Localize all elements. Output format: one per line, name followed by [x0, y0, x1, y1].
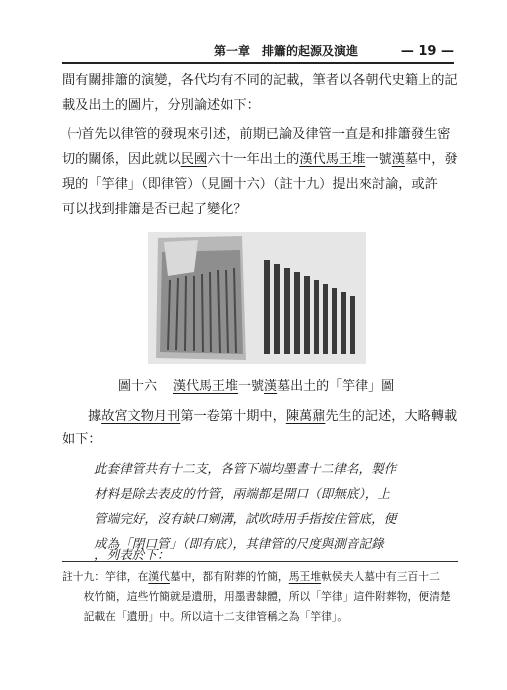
figure-number: 圖十六: [118, 379, 158, 394]
quote-line-4: 成為「閉口管」（即有底），其律管的尺度與測音記錄: [94, 536, 384, 551]
text-segment: 先生的記述，大略轉載: [325, 409, 458, 424]
body-line-1: 間有關排簫的演變，各代均有不同的記載，筆者以各朝代史籍上的記: [62, 73, 458, 88]
text-segment: 軑侯夫人墓中有三百十二: [321, 570, 440, 583]
footnote-line-2: 枚竹簡，這些竹簡就是遺册，用墨書隸體，所以「竽律」這件附葬物，便清楚: [62, 590, 451, 603]
body-line-5: 現的「竽律」（即律管）（見圖十六）（註十九）提出來討論，或許: [62, 177, 438, 192]
page-number: — 19 —: [400, 44, 454, 59]
text-segment: 墓中，都有附葬的竹簡，: [169, 570, 289, 583]
running-header: [62, 40, 454, 64]
body-line-6: 可以找到排簫是否已起了變化？: [62, 202, 247, 217]
quote-line-2: 材料是除去表皮的竹管，兩端都是開口（即無底），上: [94, 486, 390, 501]
text-segment: 切的關係，因此就以: [62, 152, 181, 167]
chapter-title: 第一章 排簫的起源及演進: [213, 44, 358, 58]
place-name: 漢: [264, 379, 278, 394]
footnote-line-1: [62, 568, 462, 586]
place-name: 漢代馬王堆: [173, 379, 239, 394]
quote-line-5: ，列表於下：: [94, 547, 170, 562]
place-name: 漢代: [148, 570, 170, 583]
para2-line-2: 如下：: [62, 432, 102, 447]
footnote-rule: [62, 561, 458, 562]
body-line-4: [62, 149, 458, 171]
text-segment: 據: [88, 409, 102, 424]
place-name: 民國: [180, 152, 208, 167]
place-name: 馬王堆: [288, 570, 322, 583]
text-segment: 一號: [238, 379, 265, 394]
figure-photo: [148, 232, 366, 364]
quote-line-1: 此套律管共有十二支，各管下端均墨書十二律名，製作: [94, 461, 397, 476]
place-name: 漢: [391, 152, 405, 167]
text-segment: 六十一年出土的: [207, 152, 300, 167]
body-line-3: ㈠首先以律管的發現來引述，前期已論及律管一直是和排簫發生密: [68, 127, 451, 142]
text-segment: 墓中，發: [404, 152, 458, 167]
text-segment: 墓出土的「竽律」圖: [277, 379, 395, 394]
place-name: 漢代馬王堆: [299, 152, 366, 167]
bamboo-pipes-photo: [148, 232, 366, 364]
text-segment: 一號: [365, 152, 392, 167]
figure-caption: [118, 375, 394, 394]
text-segment: 註十九：竽律，在: [62, 570, 149, 583]
text-segment: 第一卷第十期中，: [180, 409, 286, 424]
quote-line-3: 管端完好，沒有缺口剜溝，試吹時用手指按住管底，便: [94, 511, 397, 526]
body-line-2: 載及出土的圖片，分別論述如下：: [62, 98, 260, 113]
footnote-line-3: 記載在「遺册」中。所以這十二支律管稱之為「竽律」。: [62, 610, 349, 623]
para2-line-1: [88, 406, 458, 428]
journal-name: 故宮文物月刊: [101, 409, 181, 424]
person-name: 陳萬鼐: [285, 409, 326, 424]
